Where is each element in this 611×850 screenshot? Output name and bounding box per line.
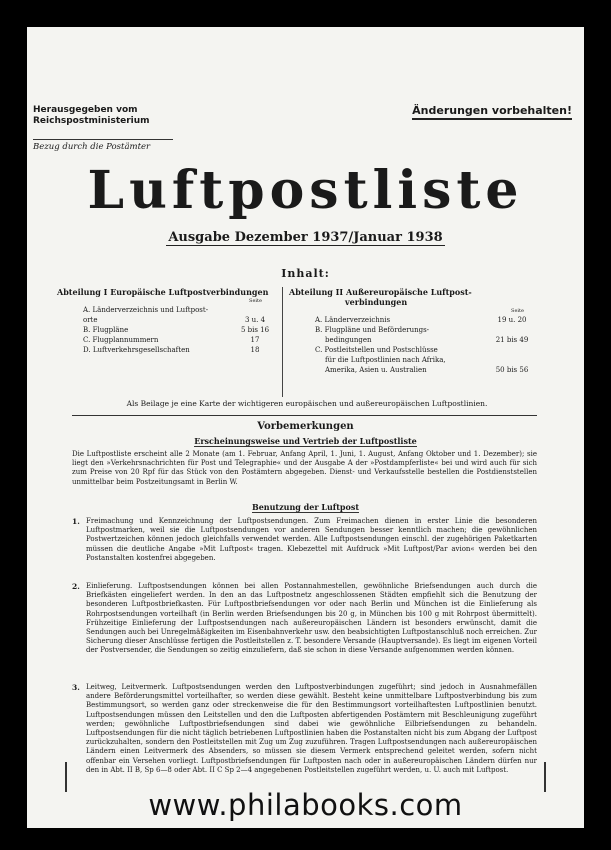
changes-notice: Änderungen vorbehalten! xyxy=(412,104,572,120)
usage-subheading: Benutzung der Luftpost xyxy=(251,502,360,512)
contents-section-2 xyxy=(289,287,534,375)
list-item: C. Flugplannummern 17 xyxy=(83,336,260,344)
publication-subheading: Erscheinungsweise und Vertrieb der Luftpostliste xyxy=(194,436,417,446)
document-page xyxy=(27,27,584,828)
section-1-title: Abteilung I Europäische Luftpostverbindungen xyxy=(57,287,269,297)
document-title: Luftpostliste xyxy=(87,160,524,221)
edition-line xyxy=(27,230,584,245)
contents-divider xyxy=(282,287,283,397)
list-item: A. Länderverzeichnis und Luftpost- xyxy=(83,306,209,314)
watermark: www.philabooks.com xyxy=(148,788,463,822)
list-item: A. Länderverzeichnis 19 u. 20 xyxy=(315,316,527,324)
list-item: für die Luftpostlinien nach Afrika, xyxy=(325,356,446,364)
list-item: D. Luftverkehrsgesellschaften 18 xyxy=(83,346,260,354)
list-item: 2. Einlieferung. Luftpostsendungen können bei allen Postannahmestellen, gewöhnliche Briefsendungen auch durch die Briefkästen eingeliefert werden. In den an das Luftpostnetz angeschlossenen Städten empfiehlt sich die Benutzung der besonderen Luftpostbriefkasten. Für Luftpostbriefsendungen vor oder nach Berlin und München ist die Einlieferung als Rohrpostsendungen vorteilhaft (in Berlin werden Briefsendungen bis 20 g, in München bis 100 g mit Rohrpost übermittelt). Frühzeitige Einlieferung der Luftpostsendungen nach außereuropäischen Ländern ist besonders erwünscht, damit die Sendungen auch bei Unregelmäßigkeiten im Eisenbahnverkehr usw. den beabsichtigten Luftpostanschluß noch erreichen. Zur Sicherung dieser Anschlüsse fertigen die Postleitstellen z. T. besondere Versande (Hauptversande). Es liegt im eigenen Vorteil der Postversender, die Sendungen so zeitig einzuliefern, daß sie schon in diese Versande aufgenommen werden können. xyxy=(72,582,537,655)
list-item: bedingungen 21 bis 49 xyxy=(325,336,529,344)
list-item: 1. Freimachung und Kennzeichnung der Luftpostsendungen. Zum Freimachen dienen in erster Linie die besonderen Luftpostmarken, weil sie die Luftpostsendungen vor anderen Sendungen besser kenntlich machen; die gewöhnlichen Postwertzeichen können jedoch gleichfalls verwendet werden. Alle Luftpostsendungen einschl. der zugehörigen Paketkarten müssen die deutliche Angabe »Mit Luftpost« tragen. Klebezettel mit Aufdruck »Mit Luftpost/Par avion« werden bei den Postanstalten kostenfrei abgegeben. xyxy=(72,517,537,562)
supplement-note: Als Beilage je eine Karte der wichtigeren europäischen und außereuropäischen Luftpostlinien. xyxy=(126,399,488,408)
publication-paragraph: Die Luftpostliste erscheint alle 2 Monate (am 1. Februar, Anfang April, 1. Juni, 1. August, Anfang Oktober und 1. Dezember); sie liegt den »Verkehrsnachrichten für Post und Telegraphie« und der Ausgabe A der »Postdampferliste« bei und wird auch für sich zum Preise von 20 Rpf für das Stück von den Postämtern abgegeben. Dienst- und Verkaufsstelle bestellen die Postdienststellen unmittelbar beim Postzeitungsamt in Berlin W. xyxy=(72,450,537,486)
seite-label: Seite xyxy=(249,298,262,304)
seite-label: Seite xyxy=(511,308,524,314)
contents-heading: Inhalt: xyxy=(281,267,330,280)
contents-section-1 xyxy=(57,287,272,355)
divider xyxy=(72,415,537,416)
list-item: 3. Leitweg, Leitvermerk. Luftpostsendungen werden den Luftpostverbindungen zugeführt; sind jedoch in Ausnahmefällen andere Beförderungsmittel vorteilhafter, so werden diese gewählt. Besteht keine unmittelbare Luftpostverbindung bis zum Bestimmungsort, so werden ganz oder streckenweise die für den Bestimmungsort vorteilhaftesten Luftpostlinien benutzt. Luftpostsendungen müssen den Leitstellen und den die Luftposten abfertigenden Postämtern mit Beschleunigung zugeführt werden; gewöhnliche Luftpostbriefsendungen sind dabei wie gewöhnliche Eilbriefsendungen zu behandeln. Luftpostsendungen für die nicht täglich betriebenen Luftpostlinien haben die Postanstalten nicht bis zum Abgang der Luftpost zurückzuhalten, sondern den Postleitstellen mit Zug um Zug zuzuführen. Tragen Luftpostsendungen nach außereuropäischen Ländern einen Leitvermerk des Absenders, so müssen sie diesem Vermerk entsprechend geleitet werden, sofern nicht offenbar ein Versehen vorliegt. Luftpostbriefsendungen für Luftposten nach oder in außereuropäischen Ländern dürfen nur den in Abt. II B, Sp 6—8 oder Abt. II C Sp 2—4 angegebenen Postleitstellen zugeführt werden, u. U. auch mit Luftpost. xyxy=(72,683,537,774)
section-2-title-cont: verbindungen xyxy=(345,297,408,307)
section-2-title: Abteilung II Außereuropäische Luftpost- xyxy=(289,287,472,297)
publisher-line2: Reichspostministerium xyxy=(33,116,150,126)
list-item: B. Flugpläne und Beförderungs- xyxy=(315,326,430,334)
list-item: orte 3 u. 4 xyxy=(83,316,266,324)
list-item: Amerika, Asien u. Australien 50 bis 56 xyxy=(325,366,529,374)
preliminary-heading: Vorbemerkungen xyxy=(257,421,354,432)
publisher-block xyxy=(33,105,150,127)
publisher-line1: Herausgegeben vom xyxy=(33,105,138,115)
edition-text: Ausgabe Dezember 1937/Januar 1938 xyxy=(168,230,443,245)
subscription-note: Bezug durch die Postämter xyxy=(33,139,173,152)
list-item: C. Postleitstellen und Postschlüsse xyxy=(315,346,438,354)
list-item: B. Flugpläne 5 bis 16 xyxy=(83,326,270,334)
